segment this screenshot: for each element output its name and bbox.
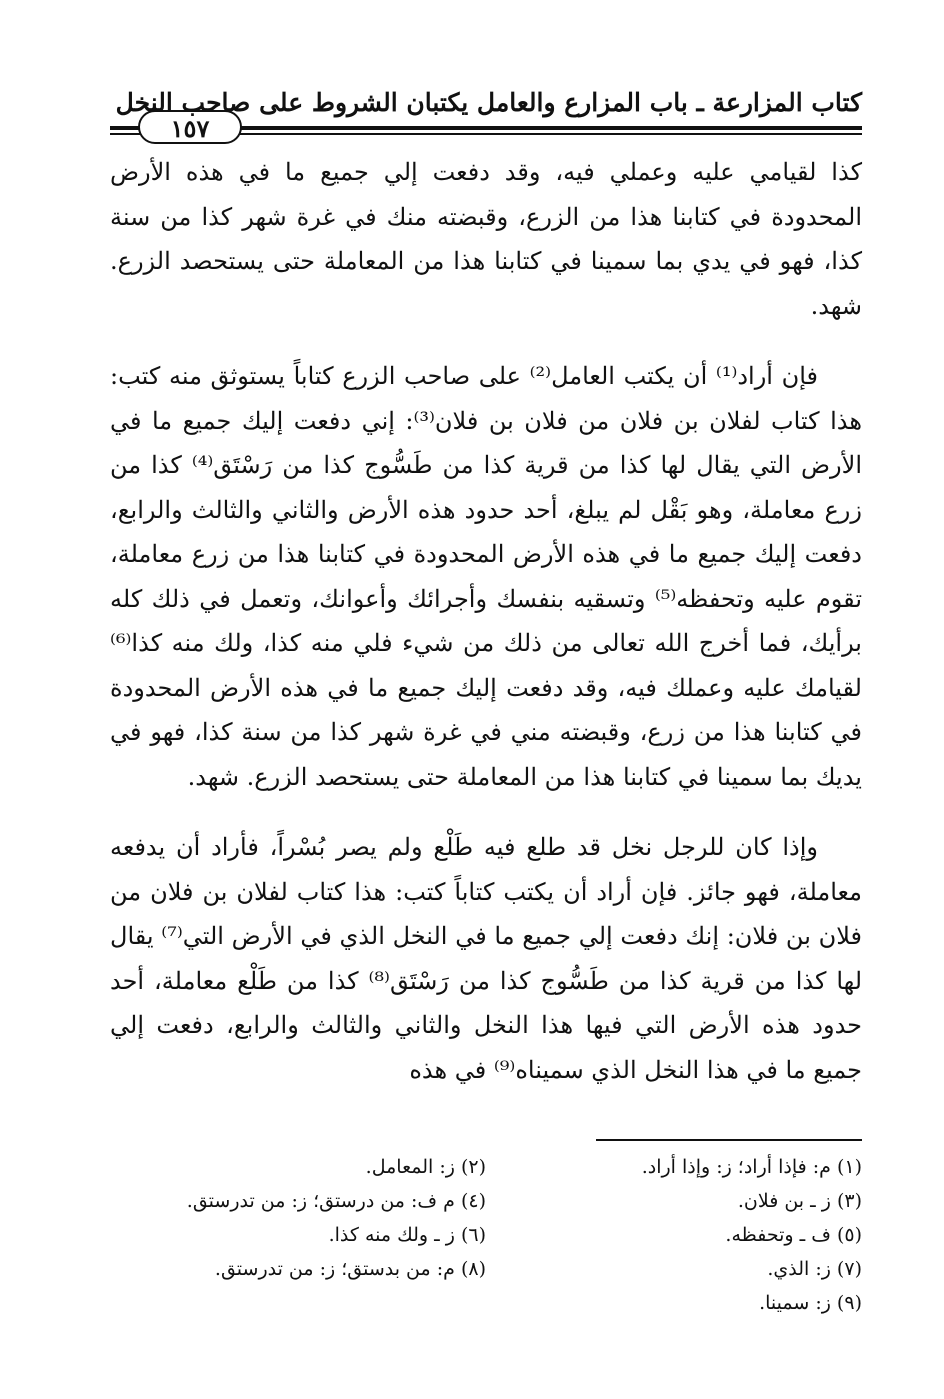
footnote-row bbox=[110, 1150, 862, 1184]
page-number: ١٥٧ bbox=[138, 110, 242, 144]
footnote-separator bbox=[596, 1139, 862, 1141]
footnote-1: (١) م: فإذا أراد؛ ز: وإذا أراد. bbox=[641, 1156, 862, 1178]
running-title: كتاب المزارعة ـ باب المزارع والعامل يكتبان الشروط على صاحب النخل bbox=[115, 88, 862, 117]
footnote-7: (٧) ز: الذي. bbox=[767, 1258, 862, 1280]
footnote-row bbox=[110, 1286, 862, 1320]
paragraph-3: وإذا كان للرجل نخل قد طلع فيه طَلْع ولم يصر بُسْراً، فأراد أن يدفعه معاملة، فهو جائز. فإن أراد أن يكتب كتاباً كتب: هذا كتاب لفلان بن فلان من فلان بن فلان: إنك دفعت إلي جميع ما في النخل الذي في الأرض التي⁽⁷⁾ يقال لها كذا من قرية كذا من طَسُّوج كذا من رَسْتَق⁽⁸⁾ كذا من طَلْع معاملة، أحد حدود هذه الأرض التي فيها هذا النخل والثاني والثالث والرابع، دفعت إلي جميع ما في هذا النخل الذي سميناه⁽⁹⁾ في هذه bbox=[110, 833, 863, 1084]
footnote-8: (٨) م: من بدستق؛ ز: من تدرستق. bbox=[214, 1258, 486, 1280]
main-text bbox=[110, 150, 862, 1092]
page-header bbox=[110, 86, 862, 146]
footnote-row bbox=[110, 1218, 862, 1252]
footnote-6: (٦) ز ـ ولك منه كذا. bbox=[328, 1224, 486, 1246]
footnote-4: (٤) م ف: من درستق؛ ز: من تدرستق. bbox=[186, 1190, 486, 1212]
footnote-3: (٣) ز ـ بن فلان. bbox=[737, 1190, 862, 1212]
footnote-5: (٥) ف ـ وتحفظه. bbox=[725, 1224, 862, 1246]
footnote-row bbox=[110, 1252, 862, 1286]
footnotes bbox=[110, 1150, 862, 1320]
footnote-row bbox=[110, 1184, 862, 1218]
paragraph-1: كذا لقيامي عليه وعملي فيه، وقد دفعت إلي جميع ما في هذه الأرض المحدودة في كتابنا هذا من الزرع، وقبضته منك في غرة شهر كذا من سنة كذا، فهو في يدي بما سمينا في كتابنا هذا من المعاملة حتى يستحصد الزرع. شهد. bbox=[110, 158, 862, 320]
footnote-2: (٢) ز: المعامل. bbox=[365, 1156, 486, 1178]
footnote-9: (٩) ز: سمينا. bbox=[759, 1292, 862, 1314]
paragraph-2: فإن أراد⁽¹⁾ أن يكتب العامل⁽²⁾ على صاحب الزرع كتاباً يستوثق منه كتب: هذا كتاب لفلان بن فلان من فلان بن فلان⁽³⁾: إني دفعت إليك جميع ما في الأرض التي يقال لها كذا من قرية كذا من طَسُّوج كذا من رَسْتَق⁽⁴⁾ كذا من زرع معاملة، وهو بَقْل لم يبلغ، أحد حدود هذه الأرض والثاني والثالث والرابع، دفعت إليك جميع ما في هذه الأرض المحدودة في كتابنا هذا من زرع معاملة، تقوم عليه وتحفظه⁽⁵⁾ وتسقيه بنفسك وأجرائك وأعوانك، وتعمل في ذلك كله برأيك، فما أخرج الله تعالى من ذلك من شيء فلي منه كذا، ولك منه كذا⁽⁶⁾ لقيامك عليه وعملك فيه، وقد دفعت إليك جميع ما في هذه الأرض المحدودة في كتابنا هذا من زرع، وقبضته مني في غرة شهر كذا من سنة كذا، فهو في يديك بما سمينا في كتابنا هذا من المعاملة حتى يستحصد الزرع. شهد. bbox=[110, 362, 862, 791]
